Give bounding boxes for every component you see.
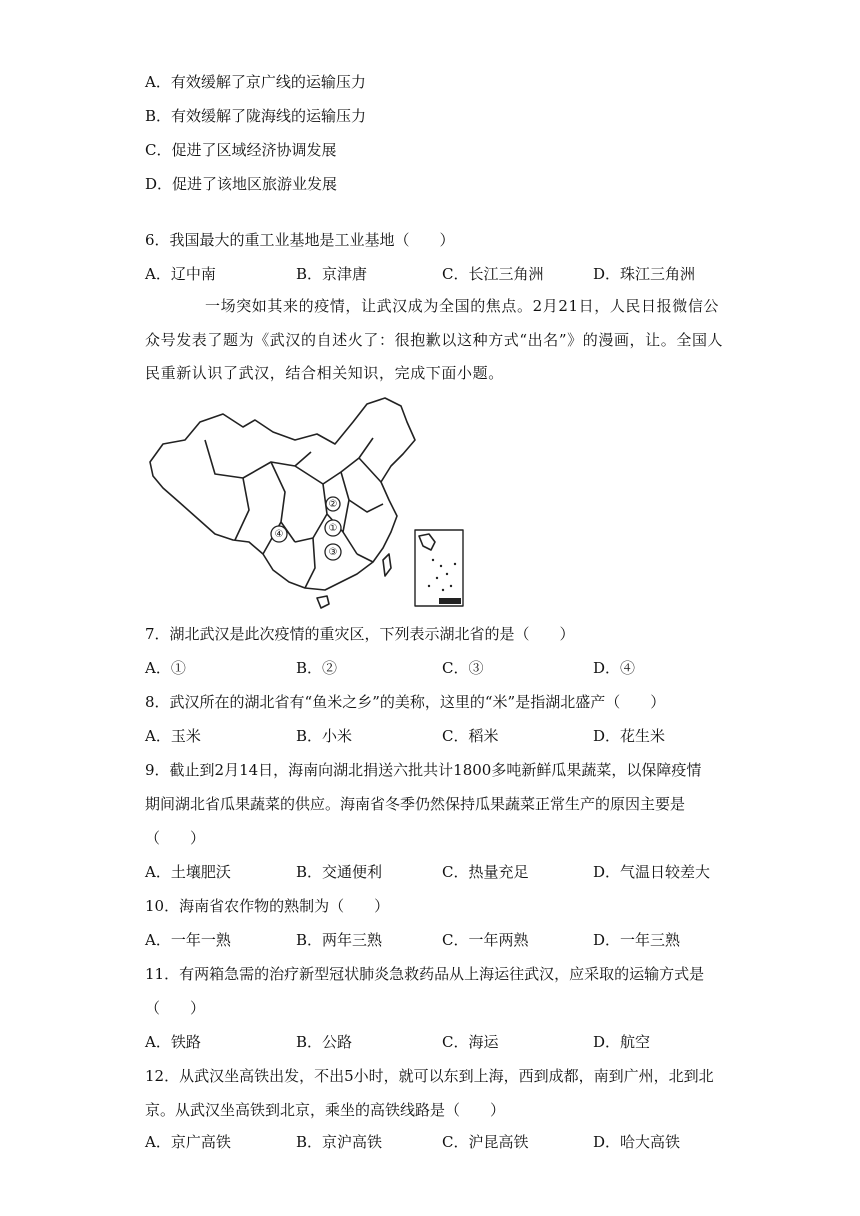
map-label-2: ② — [328, 499, 338, 510]
q12-stem-line-1: 12．从武汉坐高铁出发，不出5小时，就可以东到上海，西到成都，南到广州，北到北 — [145, 1067, 714, 1085]
q12-option-c[interactable]: C．沪昆高铁 — [442, 1133, 529, 1151]
q10-stem: 10．海南省农作物的熟制为（ ） — [145, 897, 390, 915]
q11-stem-line-1: 11．有两箱急需的治疗新型冠状肺炎急救药品从上海运往武汉，应采取的运输方式是 — [145, 965, 705, 983]
q6-stem: 6．我国最大的重工业基地是工业基地（ ） — [145, 231, 455, 249]
q9-option-d[interactable]: D．气温日较差大 — [593, 863, 711, 881]
q5-option-a[interactable]: A．有效缓解了京广线的运输压力 — [145, 73, 366, 91]
q10-option-d[interactable]: D．一年三熟 — [593, 931, 681, 949]
q11-option-b[interactable]: B．公路 — [296, 1033, 353, 1051]
q11-option-c[interactable]: C．海运 — [442, 1033, 499, 1051]
south-sea-inset-coast — [419, 534, 435, 550]
map-label-3: ③ — [328, 547, 338, 558]
q8-stem: 8．武汉所在的湖北省有“鱼米之乡”的美称，这里的“米”是指湖北盛产（ ） — [145, 693, 666, 711]
q7-option-d[interactable]: D．④ — [593, 659, 636, 677]
q12-stem-line-2: 京。从武汉坐高铁到北京，乘坐的高铁线路是（ ） — [145, 1101, 506, 1119]
q12-option-d[interactable]: D．哈大高铁 — [593, 1133, 681, 1151]
passage-line-1: 一场突如其来的疫情，让武汉成为全国的焦点。2月21日，人民日报微信公 — [205, 297, 720, 315]
q10-option-a[interactable]: A．一年一熟 — [145, 931, 231, 949]
q9-stem-line-1: 9．截止到2月14日，海南向湖北捐送六批共计1800多吨新鲜瓜果蔬菜，以保障疫情 — [145, 761, 702, 779]
q9-option-c[interactable]: C．热量充足 — [442, 863, 529, 881]
q8-option-d[interactable]: D．花生米 — [593, 727, 666, 745]
south-sea-inset-frame — [415, 530, 463, 606]
q6-option-b[interactable]: B．京津唐 — [296, 265, 368, 283]
q7-option-b[interactable]: B．② — [296, 659, 338, 677]
china-map-figure — [145, 392, 470, 614]
q8-option-c[interactable]: C．稻米 — [442, 727, 499, 745]
q7-option-a[interactable]: A．① — [145, 659, 186, 677]
reading-passage — [145, 290, 725, 391]
map-label-1: ① — [328, 523, 338, 534]
q8-option-b[interactable]: B．小米 — [296, 727, 353, 745]
china-map-svg — [145, 392, 470, 614]
q6-option-d[interactable]: D．珠江三角洲 — [593, 265, 696, 283]
taiwan-outline — [383, 554, 391, 576]
q11-option-d[interactable]: D．航空 — [593, 1033, 651, 1051]
q10-option-c[interactable]: C．一年两熟 — [442, 931, 529, 949]
q5-option-b[interactable]: B．有效缓解了陇海线的运输压力 — [145, 107, 367, 125]
q9-stem-line-2: 期间湖北省瓜果蔬菜的供应。海南省冬季仍然保持瓜果蔬菜正常生产的原因主要是 — [145, 795, 686, 813]
q9-option-a[interactable]: A．土壤肥沃 — [145, 863, 231, 881]
q9-option-b[interactable]: B．交通便利 — [296, 863, 383, 881]
q6-option-c[interactable]: C．长江三角洲 — [442, 265, 544, 283]
q6-option-a[interactable]: A．辽中南 — [145, 265, 216, 283]
q5-option-c[interactable]: C．促进了区域经济协调发展 — [145, 141, 337, 159]
inner-borders — [205, 438, 383, 588]
q7-stem: 7．湖北武汉是此次疫情的重灾区，下列表示湖北省的是（ ） — [145, 625, 575, 643]
passage-line-3: 民重新认识了武汉，结合相关知识，完成下面小题。 — [145, 364, 504, 382]
q12-option-b[interactable]: B．京沪高铁 — [296, 1133, 383, 1151]
q12-option-a[interactable]: A．京广高铁 — [145, 1133, 231, 1151]
hainan-outline — [317, 596, 329, 608]
china-outline — [150, 398, 415, 590]
q11-option-a[interactable]: A．铁路 — [145, 1033, 201, 1051]
q7-option-c[interactable]: C．③ — [442, 659, 484, 677]
q8-option-a[interactable]: A．玉米 — [145, 727, 201, 745]
q9-stem-line-3: （ ） — [145, 829, 206, 847]
map-label-4: ④ — [274, 529, 284, 540]
q5-option-d[interactable]: D．促进了该地区旅游业发展 — [145, 175, 338, 193]
south-sea-scale-bar — [439, 598, 461, 604]
passage-line-2: 众号发表了题为《武汉的自述火了：很抱歉以这种方式“出名”》的漫画，让。全国人 — [145, 330, 724, 349]
q10-option-b[interactable]: B．两年三熟 — [296, 931, 383, 949]
q11-stem-line-2: （ ） — [145, 999, 206, 1017]
